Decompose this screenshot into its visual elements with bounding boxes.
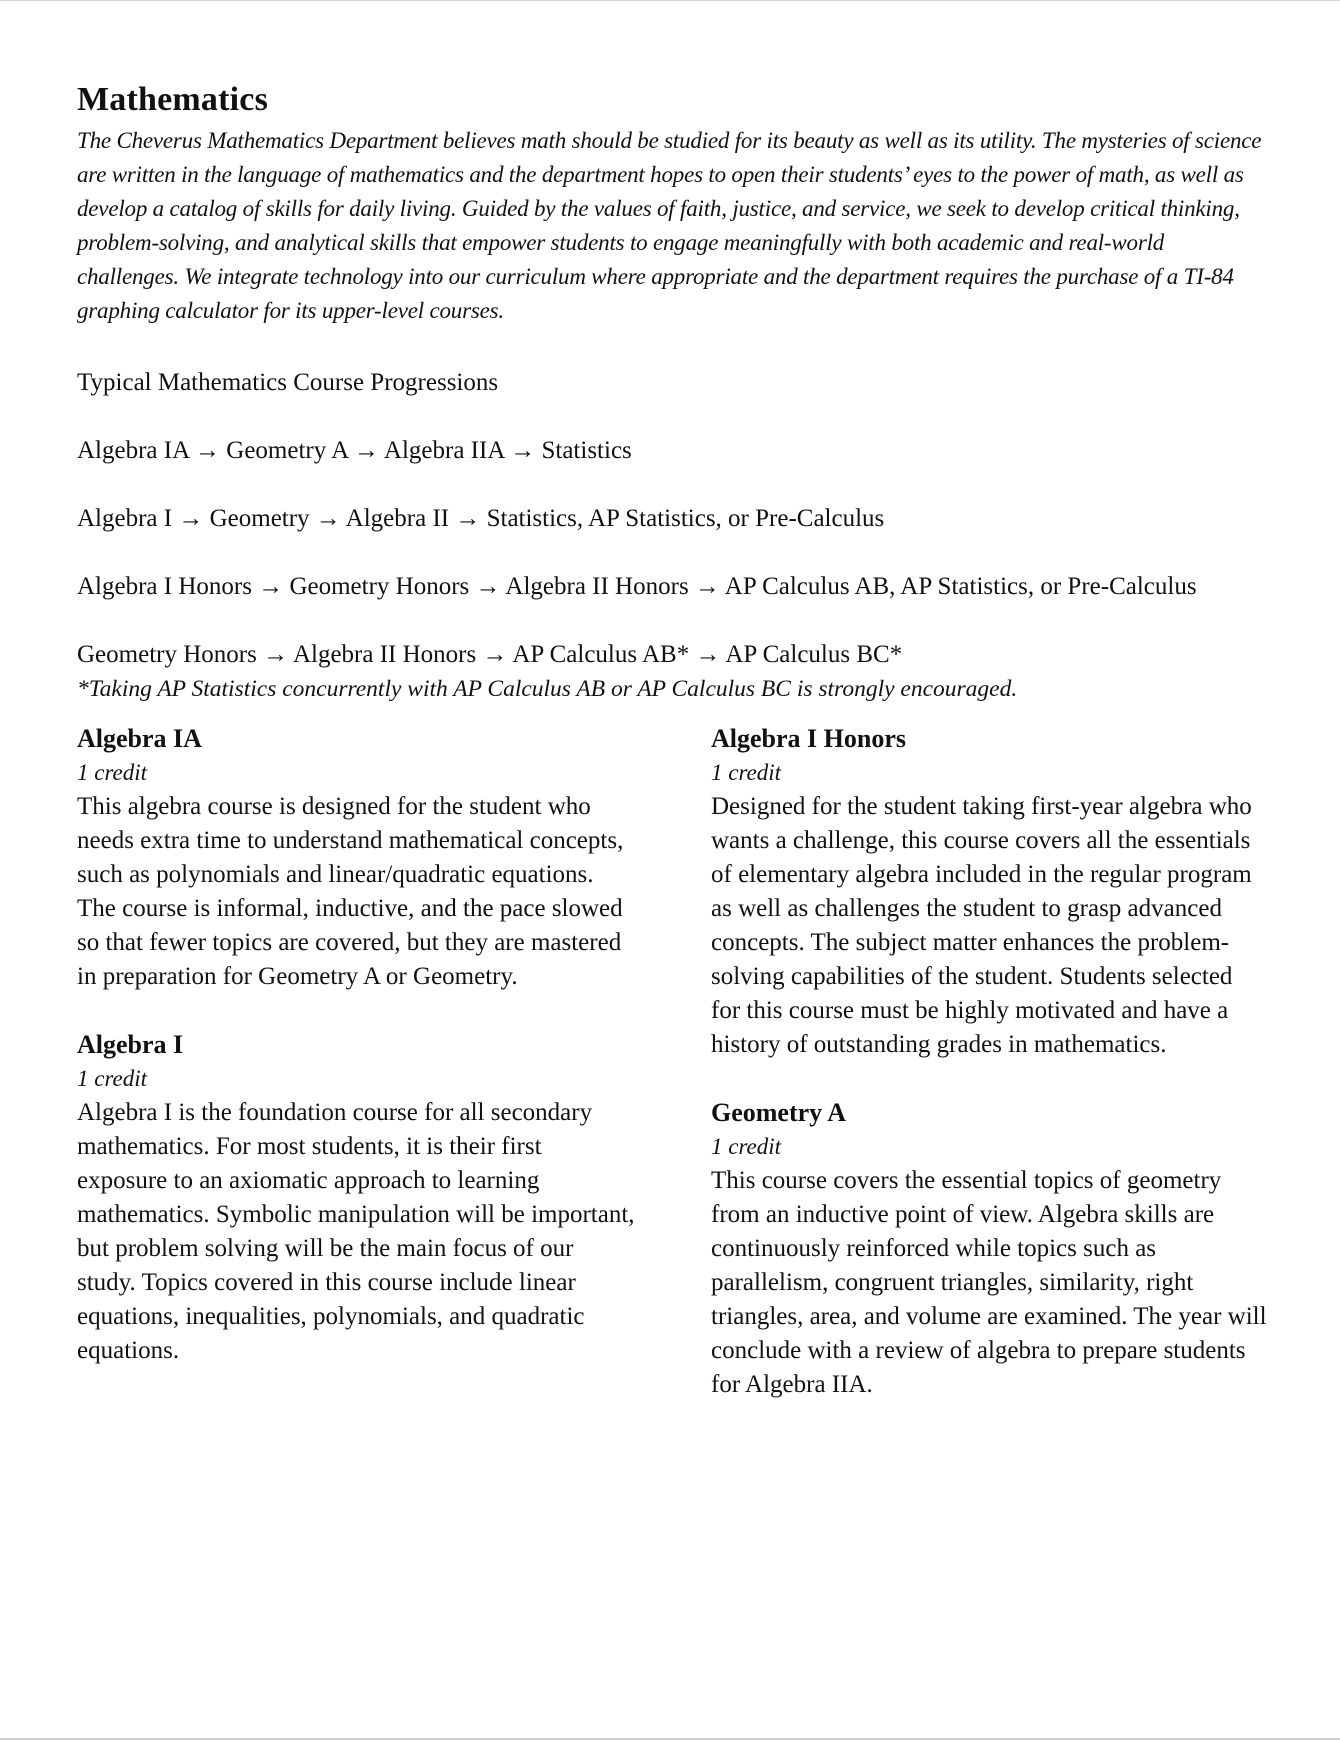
course-description: This course covers the essential topics of geometry from an inductive point of view. Algebra skills are continuously reinforced while topics such as parallelism, congruent triangles, similarity, right triangles, area, and volume are examined. The year will conclude with a review of algebra to prepare students for Algebra IIA. xyxy=(711,1167,1267,1398)
progressions-heading: Typical Mathematics Course Progressions xyxy=(77,369,499,396)
department-intro: The Cheverus Mathematics Department believes math should be studied for its beauty as well as its utility. The mysteries of science are written in the language of mathematics and the department hopes to open their students’ eyes to the power of math, as well as develop a catalog of skills for daily living. Guided by the values of faith, justice, and service, we seek to develop critical thinking, problem-solving, and analytical skills that empower students to engage meaningfully with both academic and real-world challenges. We integrate technology into our curriculum where appropriate and the department requires the purchase of a TI-84 graphing calculator for its upper-level courses. xyxy=(77,128,1262,323)
top-divider xyxy=(0,0,1340,1)
page-title: Mathematics xyxy=(77,81,269,118)
course-entry-geometry-a xyxy=(711,1096,1267,1402)
progression-line: Geometry Honors → Algebra II Honors → AP Calculus AB* → AP Calculus BC* xyxy=(77,641,903,668)
course-description: Algebra I is the foundation course for all secondary mathematics. For most students, it is their first exposure to an axiomatic approach to learning mathematics. Symbolic manipulation will be important, but problem solving will be the main focus of our study. Topics covered in this course include linear equations, inequalities, polynomials, and quadratic equations. xyxy=(77,1099,635,1364)
course-credit: 1 credit xyxy=(711,760,782,785)
course-title: Algebra IA xyxy=(77,724,202,753)
course-entry-algebra-i-honors xyxy=(711,722,1267,1062)
course-entry-algebra-ia xyxy=(77,722,711,994)
course-title: Algebra I Honors xyxy=(711,724,906,753)
course-title: Geometry A xyxy=(711,1098,847,1127)
document-page xyxy=(77,76,1267,1436)
progression-line: Algebra I Honors → Geometry Honors → Algebra II Honors → AP Calculus AB, AP Statistics, or Pre-Calculus xyxy=(77,573,1197,600)
progressions-footnote: *Taking AP Statistics concurrently with AP Calculus AB or AP Calculus BC is strongly encouraged. xyxy=(77,676,1018,702)
course-description: This algebra course is designed for the student who needs extra time to understand mathematical concepts, such as polynomials and linear/quadratic equations. The course is informal, inductive, and the pace slowed so that fewer topics are covered, but they are mastered in preparation for Geometry A or Geometry. xyxy=(77,793,624,990)
course-columns xyxy=(77,722,1267,1436)
course-credit: 1 credit xyxy=(77,1066,148,1091)
course-title: Algebra I xyxy=(77,1030,184,1059)
course-credit: 1 credit xyxy=(77,760,148,785)
course-description: Designed for the student taking first-year algebra who wants a challenge, this course covers all the essentials of elementary algebra included in the regular program as well as challenges the student to grasp advanced concepts. The subject matter enhances the problem-solving capabilities of the student. Students selected for this course must be highly motivated and have a history of outstanding grades in mathematics. xyxy=(711,793,1252,1058)
course-column-left xyxy=(77,722,711,1436)
progression-line: Algebra I → Geometry → Algebra II → Statistics, AP Statistics, or Pre-Calculus xyxy=(77,505,885,532)
course-column-right xyxy=(711,722,1267,1436)
course-entry-algebra-i xyxy=(77,1028,711,1368)
progression-line: Algebra IA → Geometry A → Algebra IIA → Statistics xyxy=(77,437,632,464)
course-credit: 1 credit xyxy=(711,1134,782,1159)
